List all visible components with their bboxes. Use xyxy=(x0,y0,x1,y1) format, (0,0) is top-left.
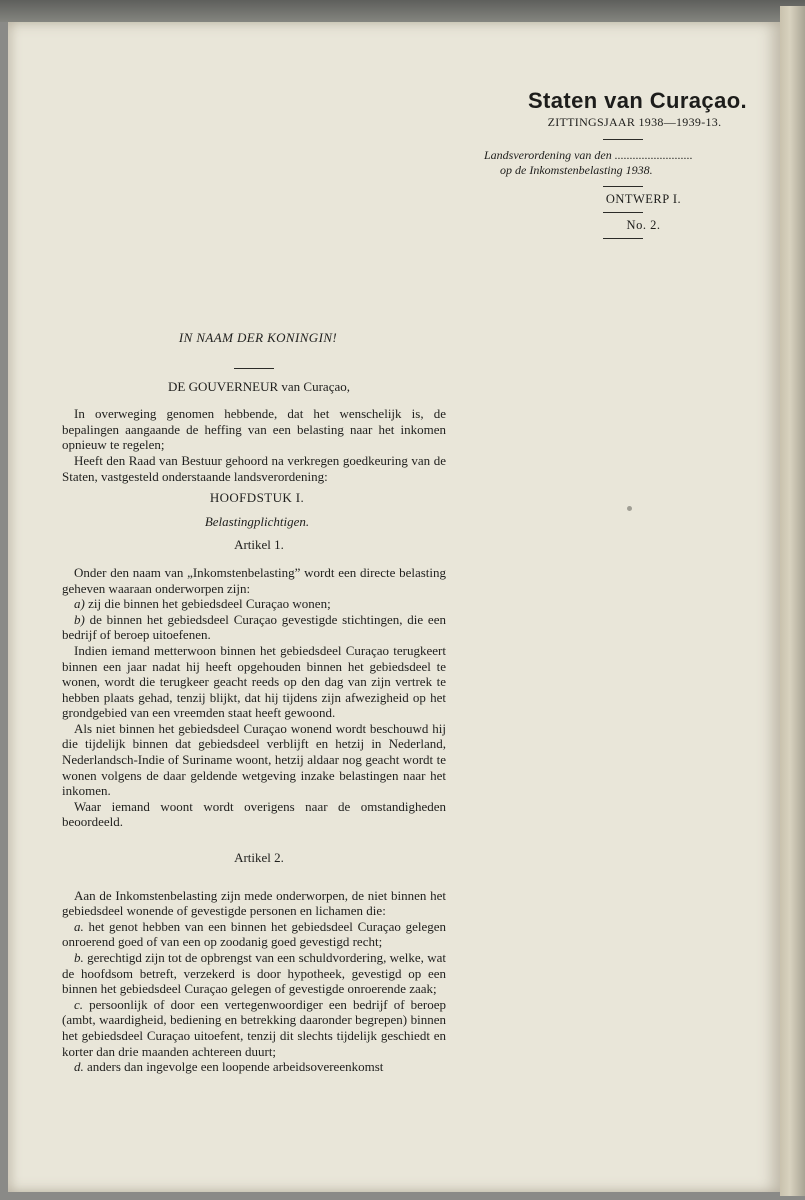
preamble-paragraph: In overweging genomen hebbende, dat het wenschelijk is, de bepalingen aangaande de heffing van een belasting naar het inkomen opnieuw te regelen; xyxy=(62,406,446,453)
article-2-intro: Aan de Inkomstenbelasting zijn mede onderworpen, de niet binnen het gebiedsdeel wonende of gevestigde personen en lichamen die: xyxy=(62,887,446,919)
article-2-item-c xyxy=(62,997,446,1059)
draft-label: ONTWERP I. xyxy=(605,192,682,206)
item-text: persoonlijk of door een vertegenwoordiger een bedrijf of beroep (ambt, waardigheid, bediening en betrekking daaronder begrepen) binnen het gebiedsdeel Curaçao uitoefent, tenzij dit slechts tijdelijk geschiedt en korter dan drie maanden achtereen duurt; xyxy=(62,996,446,1059)
item-text: gerechtigd zijn tot de opbrengst van een schuldvordering, welke, wat de hoofdsom betreft, verzekerd is door hypotheek, gevestigd op een binnen het gebiedsdeel Curaçao gelegen of gevestigde onroerende zaak; xyxy=(62,950,446,997)
header-rule xyxy=(603,238,643,239)
item-label: d. xyxy=(74,1059,87,1075)
document-header xyxy=(478,88,763,239)
page-edge xyxy=(780,6,805,1196)
article-2-item-b xyxy=(62,950,446,997)
ordinance-line-2: op de Inkomstenbelasting 1938. xyxy=(500,163,653,177)
article-1-title: Artikel 1. xyxy=(234,537,284,553)
article-2-item-d xyxy=(62,1059,446,1075)
section-rule xyxy=(234,368,274,369)
item-label: b) xyxy=(74,611,90,627)
article-1-intro: Onder den naam van „Inkomstenbelasting” wordt een directe belasting geheven waaraan onderworpen zijn: xyxy=(62,564,446,596)
session-year: ZITTINGSJAAR 1938—1939-13. xyxy=(547,115,722,129)
chapter-subtitle: Belastingplichtigen. xyxy=(204,513,310,529)
item-text: anders dan ingevolge een loopende arbeidsovereenkomst xyxy=(87,1059,384,1075)
item-text: de binnen het gebiedsdeel Curaçao gevestigde stichtingen, die een bedrijf of beroep uitoefenen. xyxy=(62,611,446,643)
article-1-item-b xyxy=(62,612,446,643)
speck xyxy=(627,506,632,511)
preamble-paragraph: Heeft den Raad van Bestuur gehoord na verkregen goedkeuring van de Staten, vastgesteld onderstaande landsverordening: xyxy=(62,452,446,484)
document-title: Staten van Curaçao. xyxy=(527,88,748,113)
article-1-item-a xyxy=(62,596,446,612)
article-1-paragraph: Waar iemand woont wordt overigens naar de omstandigheden beoordeeld. xyxy=(62,798,446,830)
header-rule xyxy=(603,186,643,187)
article-2-title: Artikel 2. xyxy=(234,850,284,866)
item-label: a. xyxy=(74,918,89,934)
article-2-item-a xyxy=(62,919,446,950)
header-rule xyxy=(603,212,643,213)
invocation: IN NAAM DER KONINGIN! xyxy=(178,330,338,345)
article-1-paragraph: Als niet binnen het gebiedsdeel Curaçao wonend wordt beschouwd hij die tijdelijk binnen dat gebiedsdeel verblijft en hetzij in Nederland, Nederlandsch-Indie of Suriname woont, hetzij aldaar nog geacht wordt te wonen volgens de daar geldende wetgeving inzake belastingen naar het inkomen. xyxy=(62,720,446,799)
article-1-paragraph: Indien iemand metterwoon binnen het gebiedsdeel Curaçao terugkeert binnen een jaar nadat hij heeft opgehouden binnen het gebiedsdeel te wonen, wordt die terugkeer geacht reeds op den dag van zijn vertrek te hebben plaats gehad, tenzij blijkt, dat hij tijdens zijn afwezigheid op het grondgebied van een vreemden staat heeft gewoond. xyxy=(62,642,446,721)
document-body xyxy=(62,330,446,1075)
item-text: het genot hebben van een binnen het gebiedsdeel Curaçao gelegen onroerend goed of van een op zoodanig goed gevestigd recht; xyxy=(62,918,446,950)
item-label: c. xyxy=(74,996,90,1012)
ordinance-line-1: Landsverordening van den .......................... xyxy=(484,148,693,162)
item-label: a) xyxy=(74,596,89,612)
governor-line: DE GOUVERNEUR van Curaçao, xyxy=(168,378,350,394)
document-number: No. 2. xyxy=(626,218,661,232)
item-label: b. xyxy=(74,950,88,965)
header-rule xyxy=(603,139,643,140)
item-text: zij die binnen het gebiedsdeel Curaçao wonen; xyxy=(88,596,331,612)
chapter-title: HOOFDSTUK I. xyxy=(209,490,305,506)
scan-background-top xyxy=(0,0,805,22)
